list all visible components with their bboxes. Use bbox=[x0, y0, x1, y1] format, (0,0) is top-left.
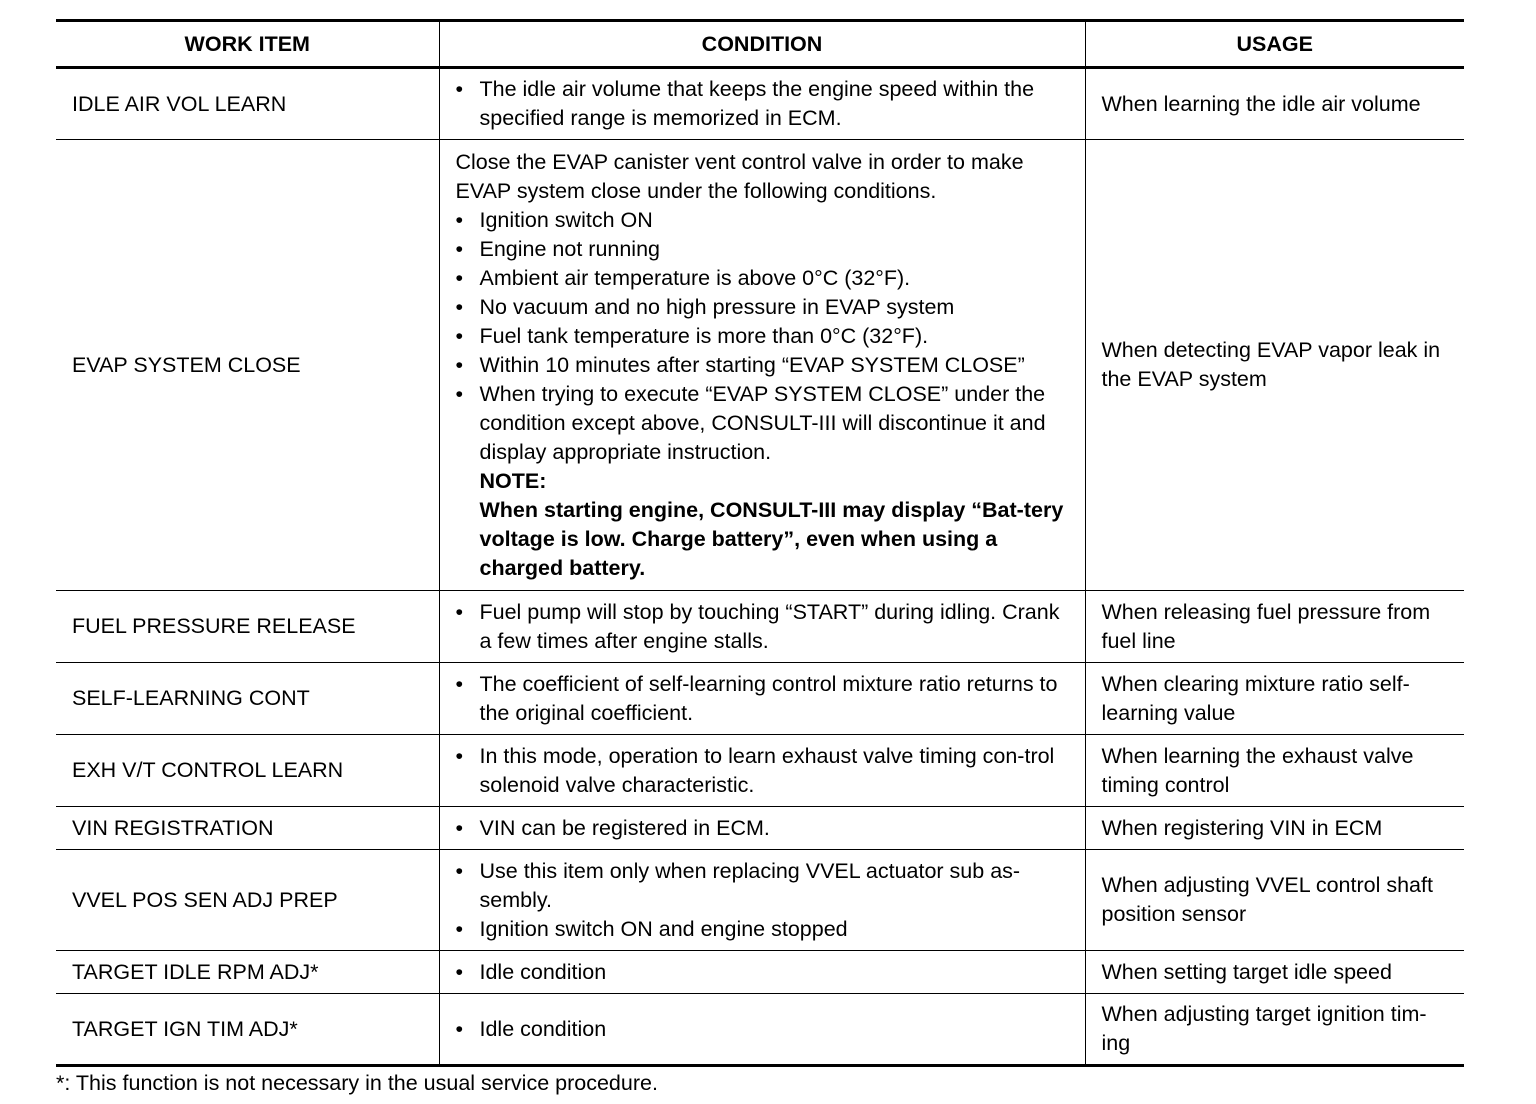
note-label: NOTE: bbox=[479, 468, 547, 493]
condition-bullet: • Fuel tank temperature is more than 0°C (32°F). bbox=[456, 322, 1075, 351]
work-item-table bbox=[56, 19, 1464, 1067]
usage-cell: When learning the idle air volume bbox=[1085, 68, 1464, 140]
condition-bullet: • Within 10 minutes after starting “EVAP SYSTEM CLOSE” bbox=[456, 351, 1075, 380]
note-text: When starting engine, CONSULT-III may display “Bat-tery voltage is low. Charge battery”, even when using a charged battery. bbox=[479, 497, 1064, 580]
condition-bullet: • Ambient air temperature is above 0°C (32°F). bbox=[456, 264, 1075, 293]
work-item-cell: SELF-LEARNING CONT bbox=[56, 663, 439, 735]
usage-cell: When setting target idle speed bbox=[1085, 951, 1464, 994]
table-row bbox=[56, 140, 1464, 591]
work-item-cell: FUEL PRESSURE RELEASE bbox=[56, 591, 439, 663]
condition-bullet: • Engine not running bbox=[456, 235, 1075, 264]
condition-bullet: • Idle condition bbox=[456, 1015, 1075, 1044]
footnote: *: This function is not necessary in the usual service procedure. bbox=[56, 1071, 658, 1095]
work-item-cell: EXH V/T CONTROL LEARN bbox=[56, 735, 439, 807]
condition-list bbox=[456, 598, 1075, 656]
usage-cell: When clearing mixture ratio self-learning value bbox=[1085, 663, 1464, 735]
condition-cell bbox=[439, 807, 1085, 850]
header-usage: USAGE bbox=[1085, 21, 1464, 68]
condition-cell bbox=[439, 663, 1085, 735]
table-row bbox=[56, 951, 1464, 994]
condition-bullet: • Fuel pump will stop by touching “START” during idling. Crank a few times after engine stalls. bbox=[456, 598, 1075, 656]
table-row bbox=[56, 850, 1464, 951]
condition-bullet: • The coefficient of self-learning control mixture ratio returns to the original coefficient. bbox=[456, 670, 1075, 728]
condition-list bbox=[456, 857, 1075, 944]
condition-bullet: • The idle air volume that keeps the engine speed within the specified range is memorized in ECM. bbox=[456, 75, 1075, 133]
condition-bullet: • Ignition switch ON bbox=[456, 206, 1075, 235]
condition-cell bbox=[439, 735, 1085, 807]
table-row bbox=[56, 735, 1464, 807]
table-row bbox=[56, 807, 1464, 850]
condition-bullet: • When trying to execute “EVAP SYSTEM CLOSE” under the condition except above, CONSULT-III will discontinue it and display appropriate instruction. bbox=[456, 380, 1075, 467]
condition-list bbox=[456, 814, 1075, 843]
table-row bbox=[56, 994, 1464, 1066]
usage-cell: When learning the exhaust valve timing control bbox=[1085, 735, 1464, 807]
work-item-cell: VIN REGISTRATION bbox=[56, 807, 439, 850]
table-row bbox=[56, 68, 1464, 140]
header-work-item: WORK ITEM bbox=[56, 21, 439, 68]
usage-cell: When releasing fuel pressure from fuel line bbox=[1085, 591, 1464, 663]
table-row bbox=[56, 591, 1464, 663]
condition-cell bbox=[439, 68, 1085, 140]
work-item-cell: VVEL POS SEN ADJ PREP bbox=[56, 850, 439, 951]
condition-bullet: • Idle condition bbox=[456, 958, 1075, 987]
work-item-cell: EVAP SYSTEM CLOSE bbox=[56, 140, 439, 591]
usage-cell: When detecting EVAP vapor leak in the EVAP system bbox=[1085, 140, 1464, 591]
table-header-row bbox=[56, 21, 1464, 68]
condition-list bbox=[456, 1015, 1075, 1044]
condition-cell bbox=[439, 140, 1085, 591]
condition-cell bbox=[439, 994, 1085, 1066]
condition-intro: Close the EVAP canister vent control valve in order to make EVAP system close under the following conditions. bbox=[455, 149, 1024, 203]
table-row bbox=[56, 663, 1464, 735]
condition-list bbox=[456, 742, 1075, 800]
condition-cell bbox=[439, 850, 1085, 951]
work-support-document bbox=[56, 19, 1464, 1067]
condition-bullet: • Ignition switch ON and engine stopped bbox=[456, 915, 1075, 944]
condition-bullet: • In this mode, operation to learn exhaust valve timing con-trol solenoid valve characteristic. bbox=[456, 742, 1075, 800]
condition-bullet: • No vacuum and no high pressure in EVAP system bbox=[456, 293, 1075, 322]
work-item-cell: IDLE AIR VOL LEARN bbox=[56, 68, 439, 140]
condition-bullet: • VIN can be registered in ECM. bbox=[456, 814, 1075, 843]
usage-cell: When adjusting target ignition tim-ing bbox=[1085, 994, 1464, 1066]
condition-list bbox=[456, 958, 1075, 987]
header-condition: CONDITION bbox=[439, 21, 1085, 68]
usage-cell: When registering VIN in ECM bbox=[1085, 807, 1464, 850]
work-item-cell: TARGET IDLE RPM ADJ* bbox=[56, 951, 439, 994]
condition-bullet: • Use this item only when replacing VVEL actuator sub as-sembly. bbox=[456, 857, 1075, 915]
condition-list bbox=[456, 75, 1075, 133]
condition-list bbox=[456, 670, 1075, 728]
work-item-cell: TARGET IGN TIM ADJ* bbox=[56, 994, 439, 1066]
usage-cell: When adjusting VVEL control shaft position sensor bbox=[1085, 850, 1464, 951]
condition-cell bbox=[439, 951, 1085, 994]
condition-cell bbox=[439, 591, 1085, 663]
condition-list bbox=[456, 206, 1075, 467]
